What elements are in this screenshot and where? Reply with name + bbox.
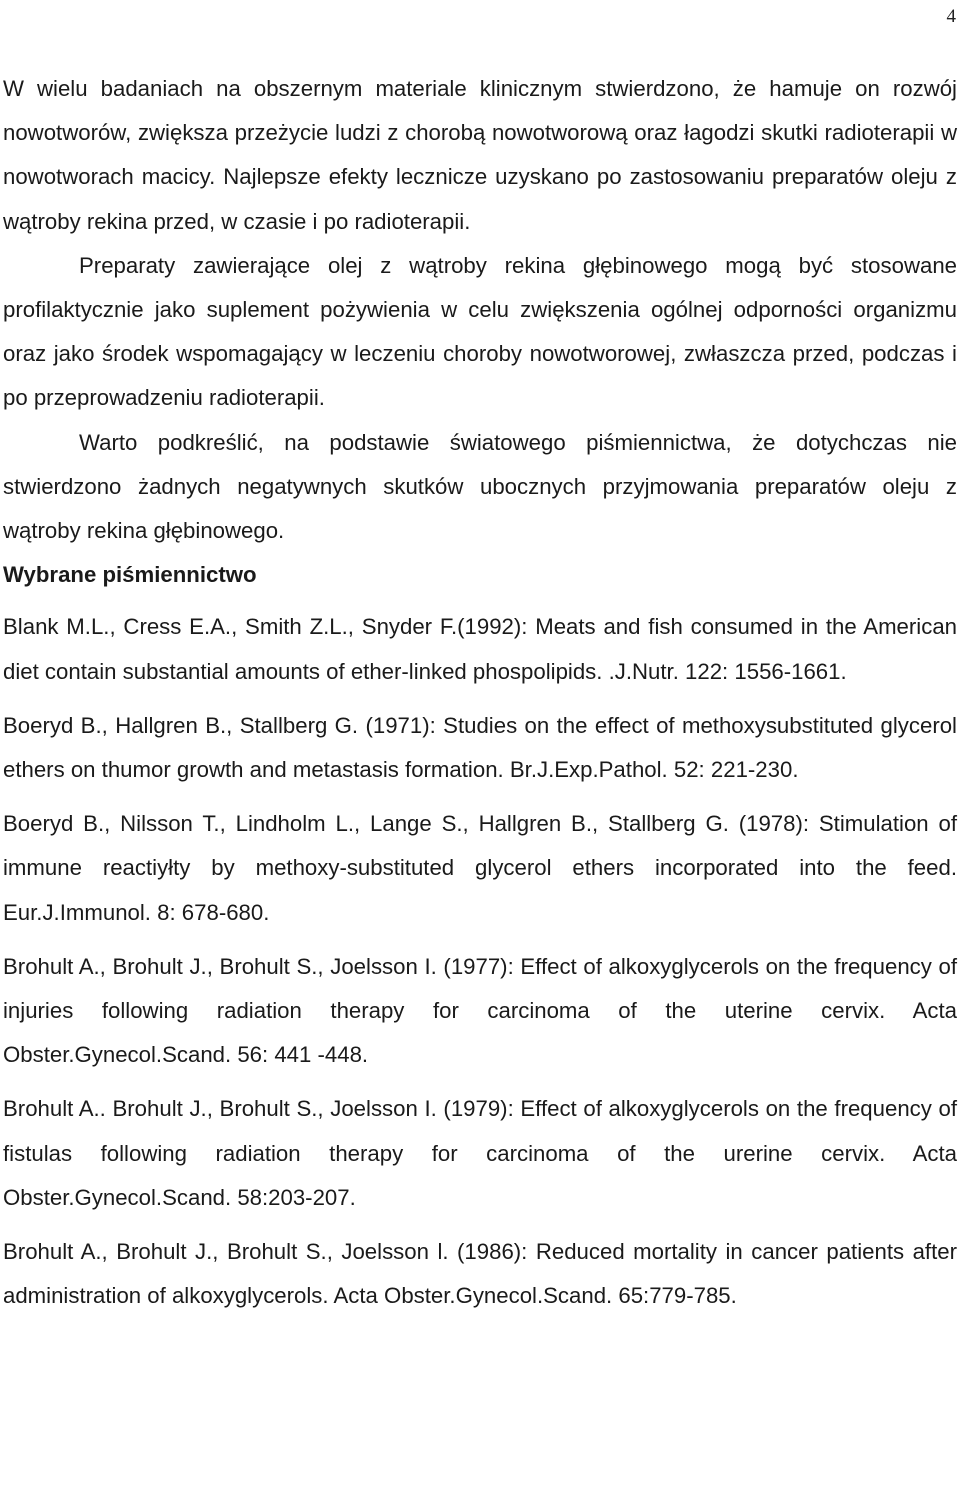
reference-item: Blank M.L., Cress E.A., Smith Z.L., Snyder F.(1992): Meats and fish consumed in the American diet contain substantial amounts of ether-linked phospolipids. .J.Nutr. 122: 1556-1661. <box>3 614 957 684</box>
reference-item: Boeryd B., Nilsson T., Lindholm L., Lange S., Hallgren B., Stallberg G. (1978): Stimulation of immune reactiyłty by methoxy-substituted glycerol ethers incorporated into the feed. Eur.J.Immunol. 8: 678-680. <box>3 811 957 925</box>
reference-item: Brohult A.. Brohult J., Brohult S., Joelsson I. (1979): Effect of alkoxyglycerols on the frequency of fistulas following radiation therapy for carcinoma of the urerine cervix. Acta Obster.Gynecol.Scand. 58:203-207. <box>3 1096 957 1210</box>
references-list <box>3 605 957 1318</box>
page-number: 4 <box>946 6 956 27</box>
document-body <box>3 67 957 1328</box>
paragraph-preparations-use: Preparaty zawierające olej z wątroby rekina głębinowego mogą być stosowane profilaktycznie jako suplement pożywienia w celu zwiększenia ogólnej odporności organizmu oraz jako środek wspomagający w leczeniu choroby nowotworowej, zwłaszcza przed, podczas i po przeprowadzeniu radioterapii. <box>3 252 957 411</box>
references-heading: Wybrane piśmiennictwo <box>3 562 257 588</box>
paragraph-clinical-studies: W wielu badaniach na obszernym materiale klinicznym stwierdzono, że hamuje on rozwój nowotworów, zwiększa przeżycie ludzi z chorobą nowotworową oraz łagodzi skutki radioterapii w nowotworach macicy. Najlepsze efekty lecznicze uzyskano po zastosowaniu preparatów oleju z wątroby rekina przed, w czasie i po radioterapii. <box>3 76 957 234</box>
reference-item: Brohult A., Brohult J., Brohult S., Joelsson l. (1986): Reduced mortality in cancer patients after administration of alkoxyglycerols. Acta Obster.Gynecol.Scand. 65:779-785. <box>3 1239 957 1309</box>
paragraph-no-side-effects: Warto podkreślić, na podstawie światowego piśmiennictwa, że dotychczas nie stwierdzono żadnych negatywnych skutków ubocznych przyjmowania preparatów oleju z wątroby rekina głębinowego. <box>3 429 957 544</box>
reference-item: Brohult A., Brohult J., Brohult S., Joelsson I. (1977): Effect of alkoxyglycerols on the frequency of injuries following radiation therapy for carcinoma of the uterine cervix. Acta Obster.Gynecol.Scand. 56: 441 -448. <box>3 953 957 1068</box>
reference-item: Boeryd B., Hallgren B., Stallberg G. (1971): Studies on the effect of methoxysubstituted glycerol ethers on thumor growth and metastasis formation. Br.J.Exp.Pathol. 52: 221-230. <box>3 712 957 783</box>
